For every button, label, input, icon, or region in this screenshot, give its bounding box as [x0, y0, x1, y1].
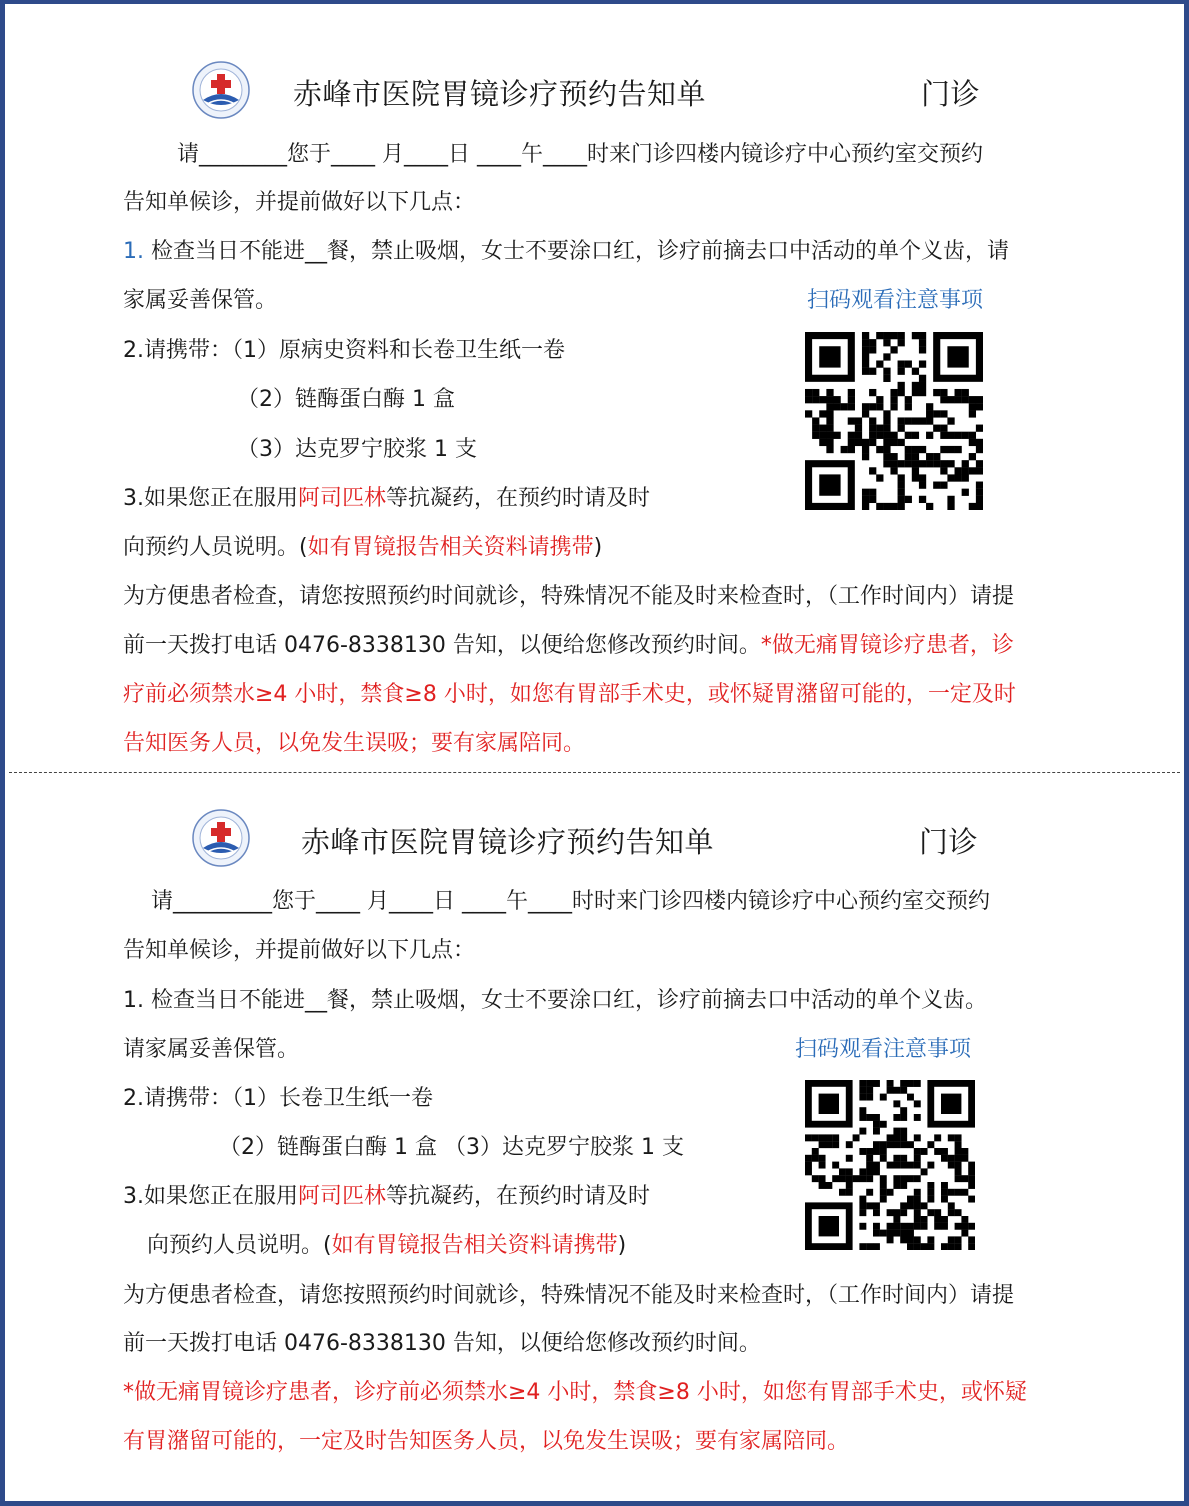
page-title: 赤峰市医院胃镜诊疗预约告知单	[293, 77, 707, 111]
item-3-continued	[147, 1231, 626, 1261]
item-1: 1. 检查当日不能进__餐，禁止吸烟，女士不要涂口红，诊疗前摘去口中活动的单个义齿。	[123, 988, 987, 1013]
item-3b-text: 向预约人员说明。(	[123, 535, 308, 560]
item-3	[123, 1182, 650, 1212]
note-line-1: 为方便患者检查，请您按照预约时间就诊，特殊情况不能及时来检查时，（工作时间内）请提	[123, 1283, 1015, 1308]
intro-line: 告知单候诊，并提前做好以下几点：	[123, 190, 476, 215]
phone-note: 前一天拨打电话 0476-8338130 告知，以便给您修改预约时间。	[123, 633, 761, 658]
department-label: 门诊	[921, 77, 981, 111]
cut-line-divider	[9, 772, 1180, 773]
note-line-3: *做无痛胃镜诊疗患者，诊疗前必须禁水≥4 小时，禁食≥8 小时，如您有胃部手术史，或怀疑	[123, 1380, 1027, 1405]
hospital-logo-icon	[191, 808, 251, 868]
item-3	[123, 484, 650, 514]
aspirin-highlight: 阿司匹林	[298, 486, 387, 511]
note-line-3: 疗前必须禁水≥4 小时，禁食≥8 小时，如您有胃部手术史，或怀疑胃潴留可能的，一定及时	[123, 682, 1016, 707]
item-3b-text: 向预约人员说明。(	[147, 1233, 332, 1258]
hospital-logo-icon	[191, 60, 251, 120]
item-1-continued: 家属妥善保管。	[123, 288, 278, 313]
page-title: 赤峰市医院胃镜诊疗预约告知单	[301, 825, 715, 859]
item-2: 2.请携带：（1）原病史资料和长卷卫生纸一卷	[123, 338, 565, 363]
appointment-line: 请_________您于____ 月____日 ____午____时时来门诊四楼内镜诊疗中心预约室交预约	[151, 889, 990, 914]
qr-label: 扫码观看注意事项	[807, 288, 984, 313]
item-3b-close: )	[617, 1233, 627, 1258]
item-2-b: （2）链酶蛋白酶 1 盒	[237, 387, 455, 412]
note-line-2	[123, 631, 1014, 661]
item-2-c: （3）达克罗宁胶浆 1 支	[237, 437, 477, 462]
item-3-text: 3.如果您正在服用	[123, 1184, 298, 1209]
item-3b-close: )	[593, 535, 603, 560]
bring-report-note: 如有胃镜报告相关资料请携带	[307, 535, 594, 560]
painless-warning-start: *做无痛胃镜诊疗患者，诊	[760, 633, 1014, 658]
item-2: 2.请携带：（1）长卷卫生纸一卷	[123, 1086, 433, 1111]
item-3-text: 3.如果您正在服用	[123, 486, 298, 511]
item-1	[123, 237, 1009, 267]
item-1-continued: 请家属妥善保管。	[123, 1037, 300, 1062]
item-3-continued	[123, 533, 602, 563]
bring-report-note: 如有胃镜报告相关资料请携带	[331, 1233, 618, 1258]
item-2-b: （2）链酶蛋白酶 1 盒 （3）达克罗宁胶浆 1 支	[219, 1135, 684, 1160]
department-label: 门诊	[919, 825, 979, 859]
note-line-4: 有胃潴留可能的，一定及时告知医务人员，以免发生误吸；要有家属陪同。	[123, 1429, 850, 1454]
qr-code-icon[interactable]	[805, 332, 983, 510]
appointment-line: 请________您于____ 月____日 ____午____时来门诊四楼内镜诊疗中心预约室交预约	[177, 142, 983, 167]
note-line-4: 告知医务人员，以免发生误吸；要有家属陪同。	[123, 731, 586, 756]
intro-line: 告知单候诊，并提前做好以下几点：	[123, 938, 476, 963]
item-3-text-end: 等抗凝药，在预约时请及时	[386, 1184, 651, 1209]
item-1-number: 1.	[123, 239, 144, 264]
aspirin-highlight: 阿司匹林	[298, 1184, 387, 1209]
qr-code-icon[interactable]	[805, 1080, 975, 1250]
note-line-2: 前一天拨打电话 0476-8338130 告知，以便给您修改预约时间。	[123, 1331, 761, 1356]
item-3-text-end: 等抗凝药，在预约时请及时	[386, 486, 651, 511]
item-1-text: 检查当日不能进__餐，禁止吸烟，女士不要涂口红，诊疗前摘去口中活动的单个义齿，请	[151, 239, 1010, 264]
qr-label: 扫码观看注意事项	[795, 1037, 972, 1062]
note-line-1: 为方便患者检查，请您按照预约时间就诊，特殊情况不能及时来检查时，（工作时间内）请提	[123, 584, 1015, 609]
